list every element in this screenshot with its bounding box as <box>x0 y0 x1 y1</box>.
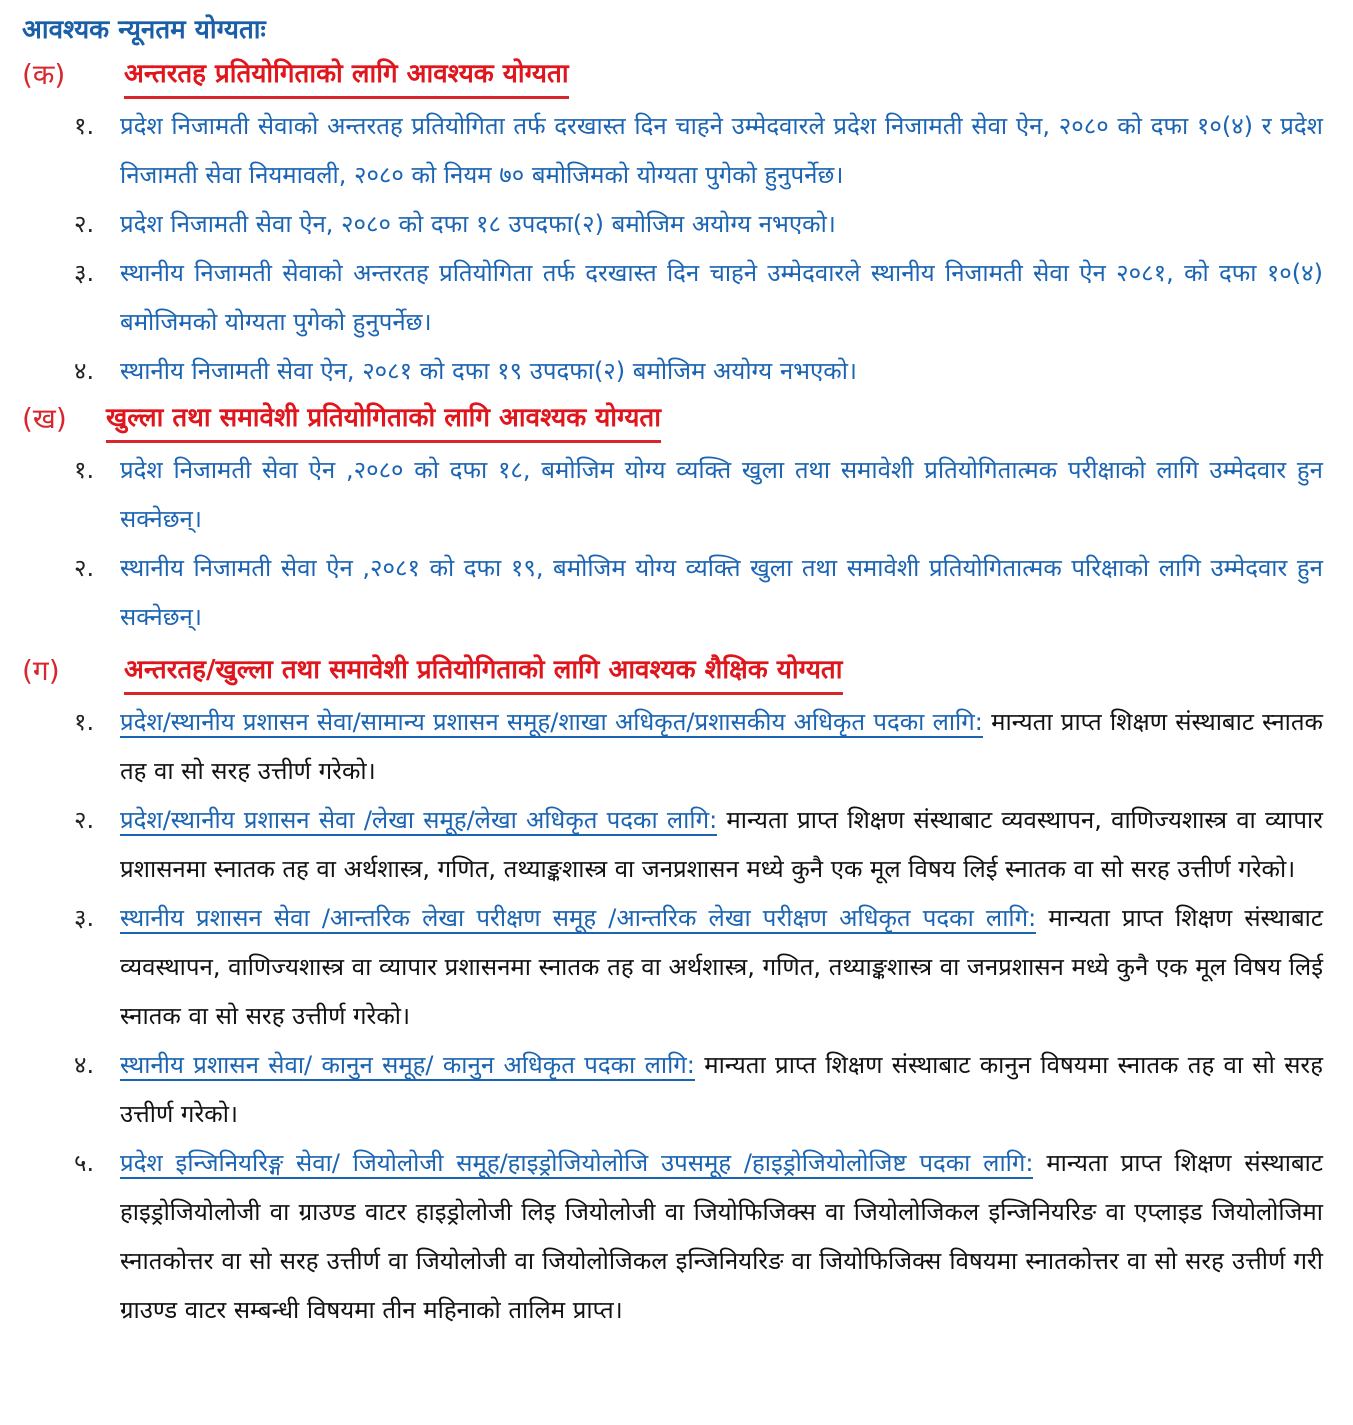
item-post-heading: स्थानीय प्रशासन सेवा /आन्तरिक लेखा परीक्षण समूह /आन्तरिक लेखा परीक्षण अधिकृत पदका लागि: <box>120 904 1037 932</box>
item-post-heading: प्रदेश/स्थानीय प्रशासन सेवा/सामान्य प्रशासन समूह/शाखा अधिकृत/प्रशासकीय अधिकृत पदका लागि: <box>120 708 983 736</box>
section-heading-ga <box>22 648 1323 698</box>
section-label: (क) <box>22 58 66 91</box>
list-item <box>22 102 1323 200</box>
item-post-heading: प्रदेश/स्थानीय प्रशासन सेवा /लेखा समूह/लेखा अधिकृत पदका लागि: <box>120 806 718 834</box>
item-number: ३. <box>74 259 95 287</box>
list-item <box>22 544 1323 642</box>
item-text: मान्यता प्राप्त शिक्षण संस्थाबाट स्नातक तह वा सो सरह उत्तीर्ण गरेको। <box>120 708 1323 785</box>
section-label: (ख) <box>22 402 67 435</box>
item-text: मान्यता प्राप्त शिक्षण संस्थाबाट व्यवस्थापन, वाणिज्यशास्त्र वा व्यापार प्रशासनमा स्नातक तह वा अर्थशास्त्र, गणित, तथ्याङ्कशास्त्र वा जनप्रशासन मध्ये कुनै एक मूल विषय लिई स्नातक वा सो सरह उत्तीर्ण गरेको। <box>120 904 1323 1030</box>
item-number: २. <box>74 210 95 238</box>
list-item <box>22 347 1323 396</box>
item-text: स्थानीय निजामती सेवाको अन्तरतह प्रतियोगिता तर्फ दरखास्त दिन चाहने उम्मेदवारले स्थानीय निजामती सेवा ऐन २०८१, को दफा १०(४) बमोजिमको योग्यता पुगेको हुनुपर्नेछ। <box>120 259 1323 336</box>
section-title: अन्तरतह/खुल्ला तथा समावेशी प्रतियोगिताको लागि आवश्यक शैक्षिक योग्यता <box>124 648 843 695</box>
item-number: २. <box>74 554 95 582</box>
item-post-heading: प्रदेश इन्जिनियरिङ्ग सेवा/ जियोलोजी समूह/हाइड्रोजियोलोजि उपसमूह /हाइड्रोजियोलोजिष्ट पदका लागि: <box>120 1149 1034 1177</box>
item-number: १. <box>74 456 95 484</box>
item-text: मान्यता प्राप्त शिक्षण संस्थाबाट हाइड्रोजियोलोजी वा ग्राउण्ड वाटर हाइड्रोलोजी लिइ जियोलोजी वा जियोफिजिक्स वा जियोलोजिकल इन्जिनियरिङ वा एप्लाइड जियोलोजिमा स्नातकोत्तर वा सो सरह उत्तीर्ण वा जियोलोजी वा जियोलोजिकल इन्जिनियरिङ वा जियोफिजिक्स विषयमा स्नातकोत्तर वा सो सरह उत्तीर्ण गरी ग्राउण्ड वाटर सम्बन्धी विषयमा तीन महिनाको तालिम प्राप्त। <box>120 1149 1323 1324</box>
section-heading-ka <box>22 52 1323 102</box>
item-post-heading: स्थानीय प्रशासन सेवा/ कानुन समूह/ कानुन अधिकृत पदका लागि: <box>120 1051 695 1079</box>
list-item <box>22 698 1323 796</box>
item-text: मान्यता प्राप्त शिक्षण संस्थाबाट कानुन विषयमा स्नातक तह वा सो सरह उत्तीर्ण गरेको। <box>120 1051 1323 1128</box>
list-item <box>22 796 1323 894</box>
section-label: (ग) <box>22 654 60 687</box>
list-item <box>22 894 1323 1041</box>
list-item <box>22 200 1323 249</box>
list-item <box>22 446 1323 544</box>
item-number: ३. <box>74 904 95 932</box>
item-text: स्थानीय निजामती सेवा ऐन, २०८१ को दफा १९ उपदफा(२) बमोजिम अयोग्य नभएको। <box>120 357 858 385</box>
list-item <box>22 249 1323 347</box>
section-heading-kha <box>22 396 1323 446</box>
item-number: ५. <box>74 1149 95 1177</box>
item-number: ४. <box>74 1051 95 1079</box>
item-text: स्थानीय निजामती सेवा ऐन ,२०८१ को दफा १९, बमोजिम योग्य व्यक्ति खुला तथा समावेशी प्रतियोगितात्मक परिक्षाको लागि उम्मेदवार हुन सक्नेछन्। <box>120 554 1323 631</box>
item-text: प्रदेश निजामती सेवा ऐन, २०८० को दफा १८ उपदफा(२) बमोजिम अयोग्य नभएको। <box>120 210 836 238</box>
item-number: १. <box>74 708 95 736</box>
item-number: १. <box>74 112 95 140</box>
page-title: आवश्यक न्यूनतम योग्यताः <box>22 15 266 45</box>
list-item <box>22 1139 1323 1335</box>
list-item <box>22 1041 1323 1139</box>
item-number: ४. <box>74 357 95 385</box>
section-title: अन्तरतह प्रतियोगिताको लागि आवश्यक योग्यता <box>124 52 569 99</box>
item-text: मान्यता प्राप्त शिक्षण संस्थाबाट व्यवस्थापन, वाणिज्यशास्त्र वा व्यापार प्रशासनमा स्नातक तह वा अर्थशास्त्र, गणित, तथ्याङ्कशास्त्र वा जनप्रशासन मध्ये कुनै एक मूल विषय लिई स्नातक वा सो सरह उत्तीर्ण गरेको। <box>120 806 1323 883</box>
item-number: २. <box>74 806 95 834</box>
item-text: प्रदेश निजामती सेवा ऐन ,२०८० को दफा १८, बमोजिम योग्य व्यक्ति खुला तथा समावेशी प्रतियोगितात्मक परीक्षाको लागि उम्मेदवार हुन सक्नेछन्। <box>120 456 1323 533</box>
section-title: खुल्ला तथा समावेशी प्रतियोगिताको लागि आवश्यक योग्यता <box>106 396 661 443</box>
item-text: प्रदेश निजामती सेवाको अन्तरतह प्रतियोगिता तर्फ दरखास्त दिन चाहने उम्मेदवारले प्रदेश निजामती सेवा ऐन, २०८० को दफा १०(४) र प्रदेश निजामती सेवा नियमावली, २०८० को नियम ७० बमोजिमको योग्यता पुगेको हुनुपर्नेछ। <box>120 112 1323 189</box>
